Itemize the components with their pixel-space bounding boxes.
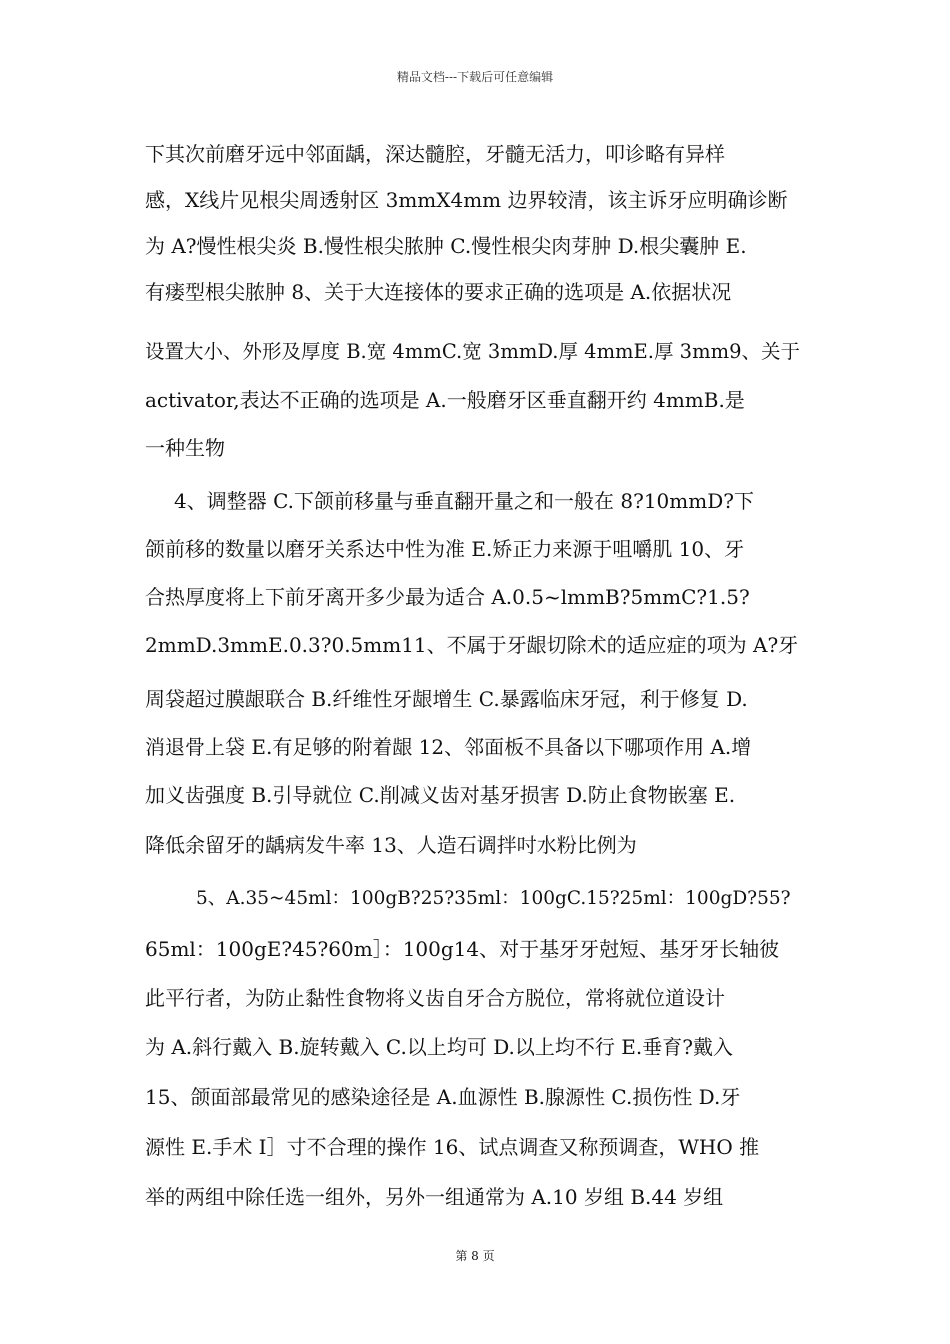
text-line: 源性 E.手术 I］寸不合理的操作 16、试点调查又称预调查，WHO 推 <box>145 1135 760 1159</box>
text-line: 65ml：100gE?45?60m］：100g14、对于基牙牙尅短、基牙牙长轴彼 <box>145 937 780 961</box>
text-line: 有瘘型根尖脓肿 8、关于大连接体的要求正确的选项是 A.依据状况 <box>145 280 732 304</box>
text-line: 5、A.35~45ml：100gB?25?35ml：100gC.15?25ml：100gD?55? <box>196 888 791 909</box>
text-line: 此平行者，为防止黏性食物将义齿自牙合方脱位，常将就位道设计 <box>145 986 725 1010</box>
text-line: 15、颌面部最常见的感染途径是 A.血源性 B.腺源性 C.损伤性 D.牙 <box>145 1085 741 1109</box>
text-line: 为 A?慢性根尖炎 B.慢性根尖脓肿 C.慢性根尖肉芽肿 D.根尖囊肿 E. <box>145 234 747 258</box>
text-line: 设置大小、外形及厚度 B.宽 4mmC.宽 3mmD.厚 4mmE.厚 3mm9、关于 <box>145 340 800 363</box>
text-line: 周袋超过膜龈联合 B.纤维性牙龈增生 C.暴露临床牙冠，利于修复 D. <box>145 687 748 711</box>
text-line: 加义齿强度 B.引导就位 C.削减义齿对基牙损害 D.防止食物嵌塞 E. <box>145 783 736 807</box>
text-line: 举的两组中除任选一组外，另外一组通常为 A.10 岁组 B.44 岁组 <box>145 1185 724 1209</box>
text-line: activator,表达不正确的选项是 A.一般磨牙区垂直翻开约 4mmB.是 <box>145 388 745 412</box>
text-line: 为 A.斜行戴入 B.旋转戴入 C.以上均可 D.以上均不行 E.垂育?戴入 <box>145 1035 733 1059</box>
text-line: 合热厚度将上下前牙离开多少最为适合 A.0.5~lmmB?5mmC?1.5? <box>145 585 750 609</box>
text-line: 下其次前磨牙远中邻面龋，深达髓腔，牙髓无活力，叩诊略有异样 <box>145 142 725 166</box>
page-number: 第 8 页 <box>455 1249 495 1263</box>
page-header: 精品文档---下载后可任意编辑 <box>396 70 554 84</box>
text-line: 感，X线片见根尖周透射区 3mmX4mm 边界较清，该主诉牙应明确诊断 <box>145 188 788 212</box>
text-line: 颌前移的数量以磨牙关系达中性为准 E.矫正力来源于咀嚼肌 10、牙 <box>145 537 745 561</box>
text-line: 2mmD.3mmE.0.3?0.5mm11、不属于牙龈切除术的适应症的项为 A?牙 <box>145 633 799 657</box>
text-line: 消退骨上袋 E.有足够的附着龈 12、邻面板不具备以下哪项作用 A.增 <box>145 735 752 759</box>
text-line: 4、调整器 C.下颌前移量与垂直翻开量之和一般在 8?10mmD?下 <box>174 489 754 513</box>
text-line: 降低余留牙的龋病发牛率 13、人造石调拌吋水粉比例为 <box>145 833 637 857</box>
text-line: 一种生物 <box>145 436 225 460</box>
